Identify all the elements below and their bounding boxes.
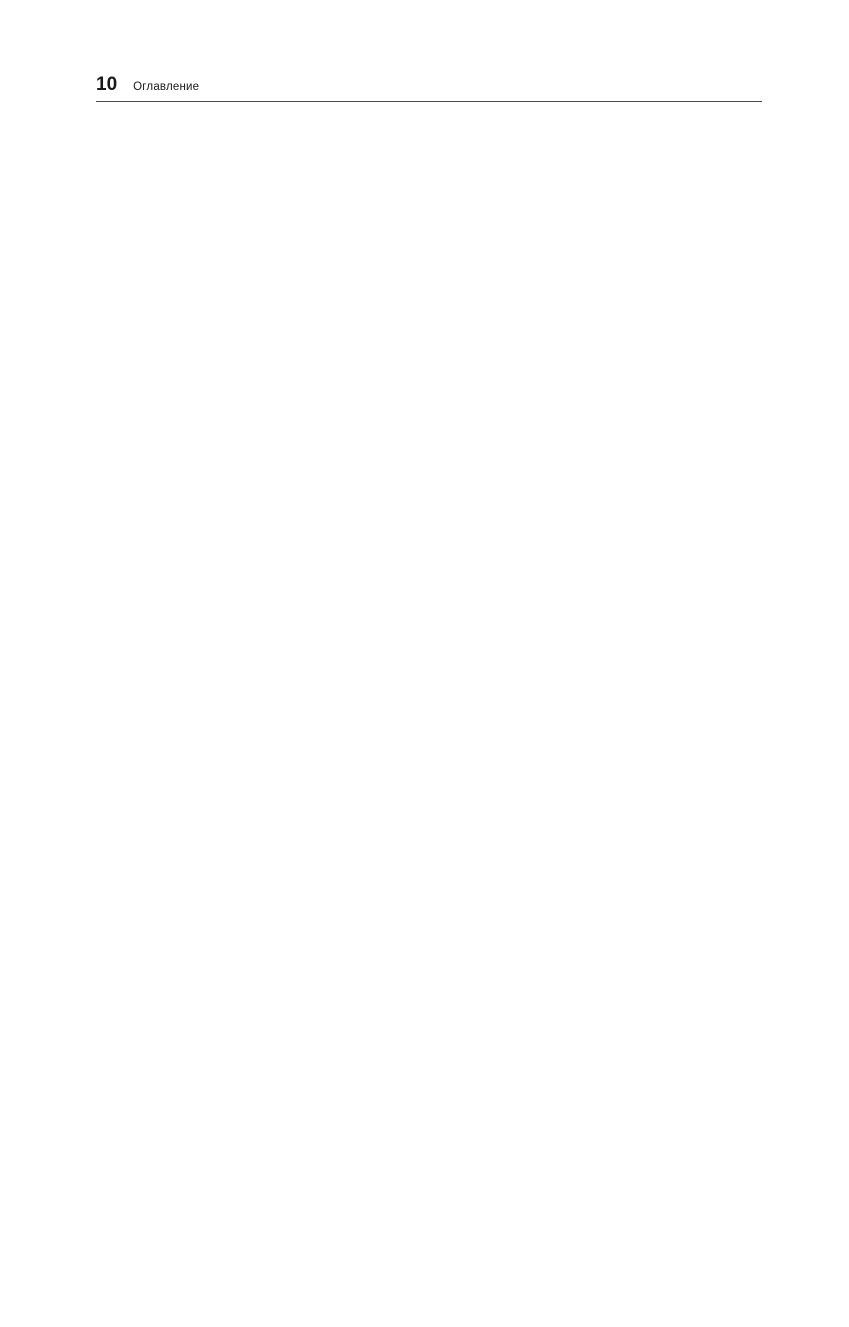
table-of-contents — [96, 127, 762, 323]
page-header — [96, 74, 762, 96]
page-number: 10 — [96, 74, 118, 95]
toc-entry[interactable] — [96, 305, 762, 323]
header-divider — [96, 101, 762, 102]
toc-entry-page — [96, 127, 849, 1327]
running-head-title: Оглавление — [133, 81, 200, 93]
